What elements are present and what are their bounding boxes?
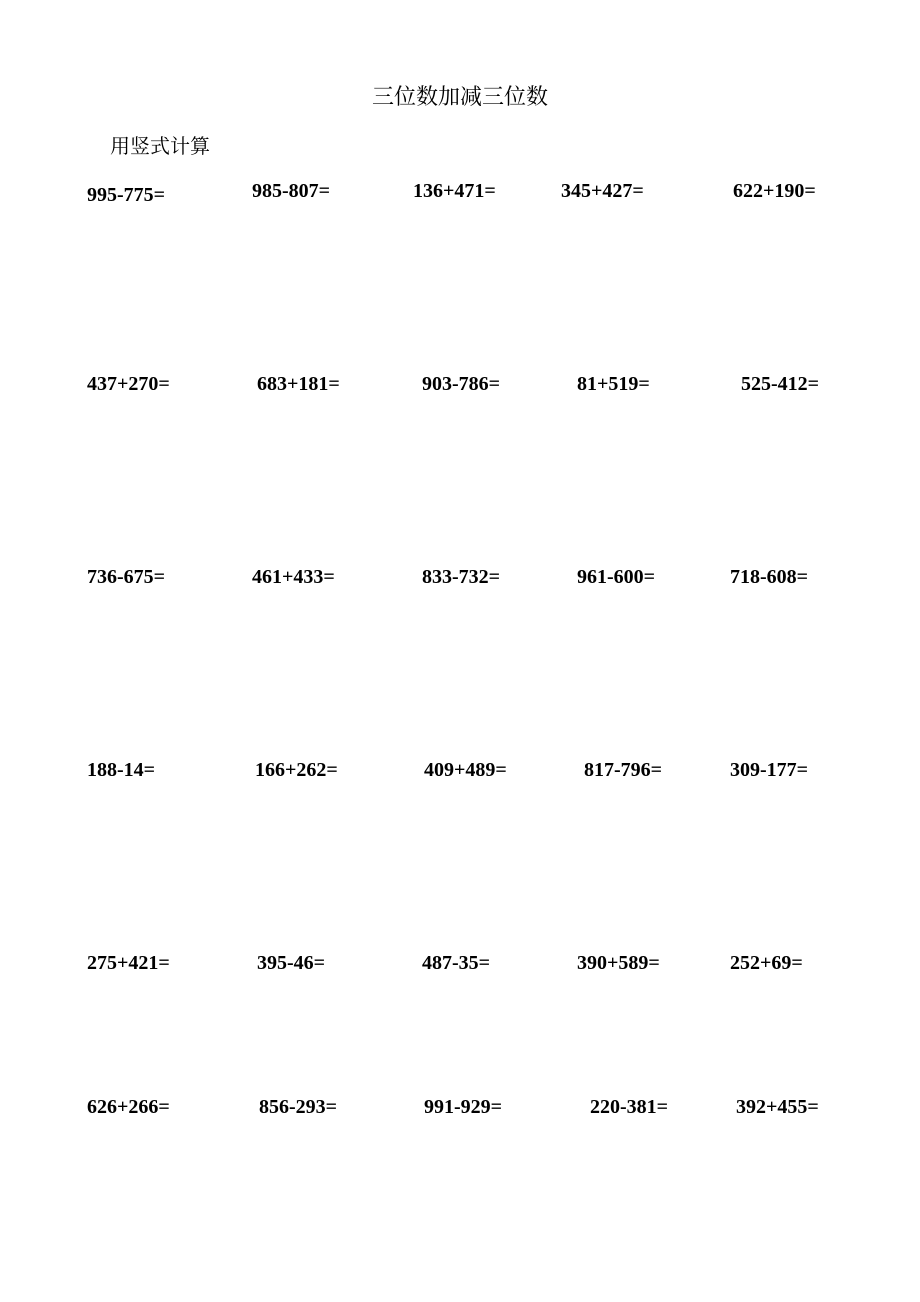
problem-r2-c4: 81+519= [577,373,650,395]
page-title: 三位数加减三位数 [371,85,548,110]
problem-r1-c4: 345+427= [561,180,644,202]
problem-r4-c1: 188-14= [87,759,156,781]
problem-r6-c1: 626+266= [87,1096,170,1118]
problem-r3-c2: 461+433= [252,566,335,588]
problem-r4-c5: 309-177= [730,759,809,781]
problem-r1-c2: 985-807= [252,180,331,202]
problem-r2-c5: 525-412= [741,373,820,395]
problem-r3-c5: 718-608= [730,566,809,588]
problem-r4-c3: 409+489= [424,759,507,781]
problem-r6-c3: 991-929= [424,1096,503,1118]
problem-r2-c3: 903-786= [422,373,501,395]
problem-r5-c3: 487-35= [422,952,491,974]
problem-r2-c2: 683+181= [257,373,340,395]
problem-r2-c1: 437+270= [87,373,170,395]
problem-r5-c2: 395-46= [257,952,326,974]
problem-r6-c2: 856-293= [259,1096,338,1118]
problem-r4-c2: 166+262= [255,759,338,781]
problem-r5-c5: 252+69= [730,952,803,974]
problem-r5-c4: 390+589= [577,952,660,974]
problem-r4-c4: 817-796= [584,759,663,781]
problem-r1-c5: 622+190= [733,180,816,202]
problem-r6-c4: 220-381= [590,1096,669,1118]
problem-r1-c1: 995-775= [87,184,166,206]
problem-r5-c1: 275+421= [87,952,170,974]
problem-r6-c5: 392+455= [736,1096,819,1118]
instruction-text: 用竖式计算 [110,134,210,158]
problem-r3-c3: 833-732= [422,566,501,588]
problem-r3-c4: 961-600= [577,566,656,588]
problem-r3-c1: 736-675= [87,566,166,588]
problem-r1-c3: 136+471= [413,180,496,202]
